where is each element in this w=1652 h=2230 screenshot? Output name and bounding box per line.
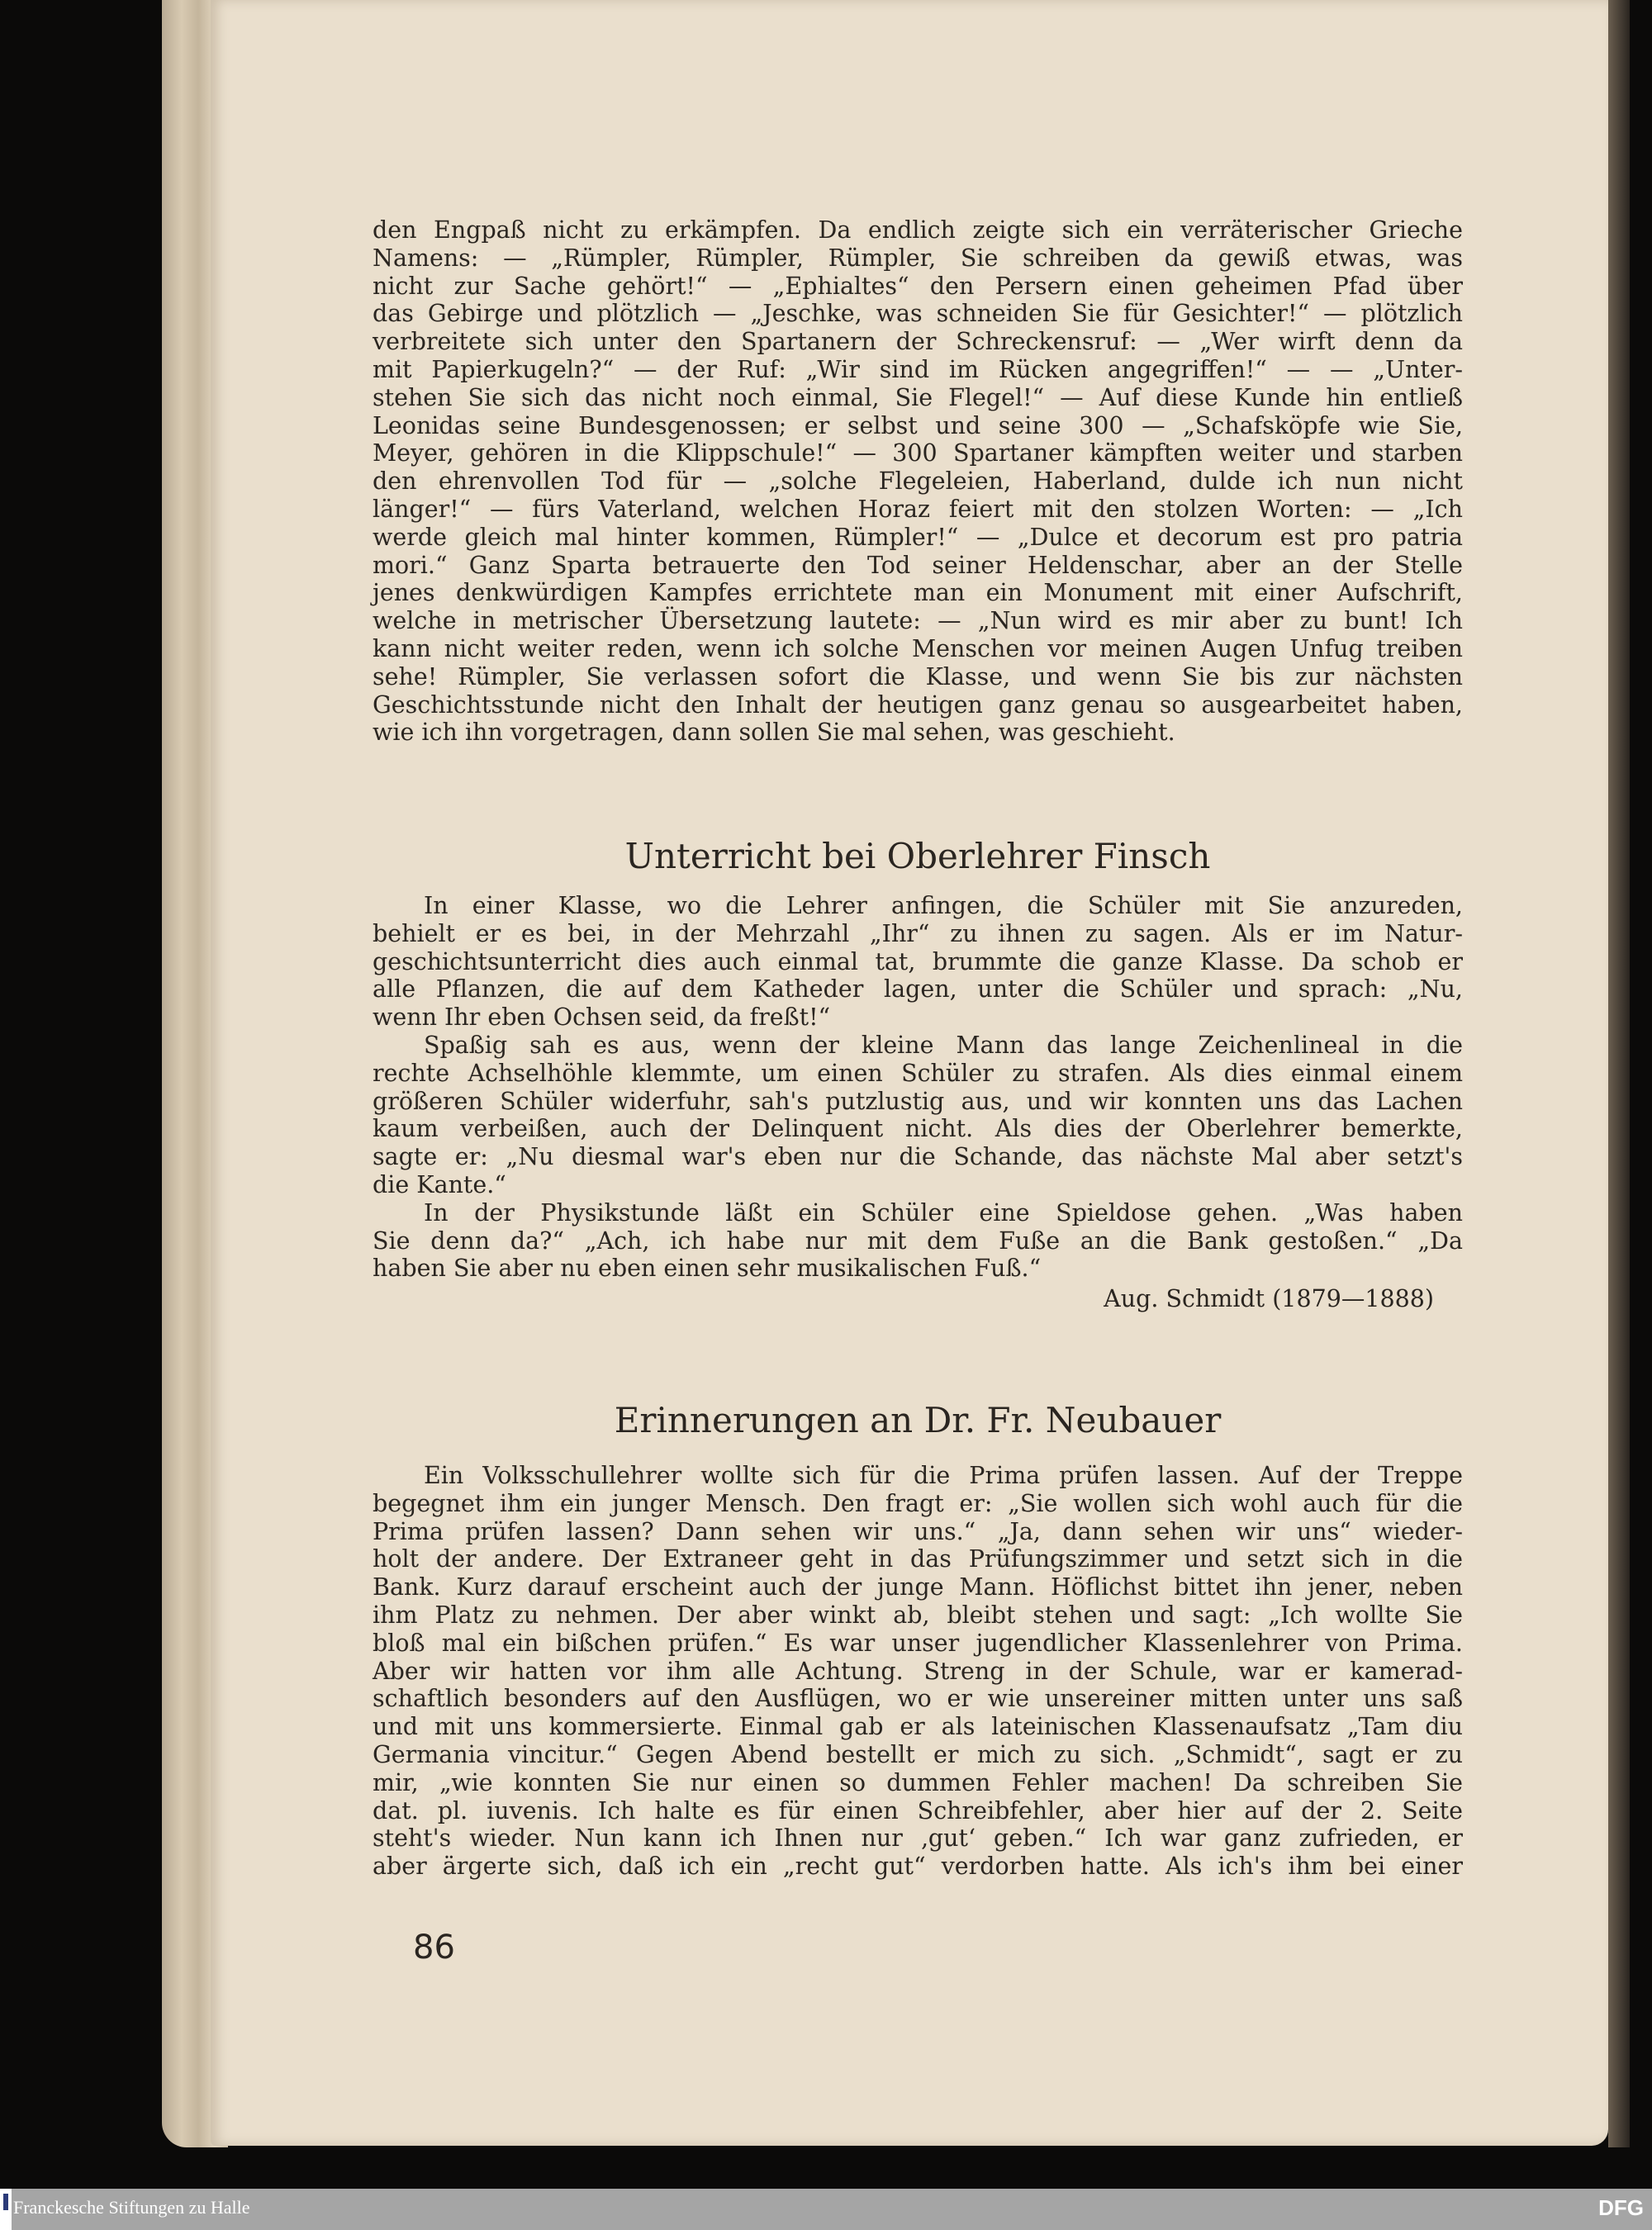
- text-line: Aber wir hatten vor ihm alle Achtung. Streng in der Schule, war er kamerad-: [373, 1657, 1463, 1685]
- page-gutter-shadow: [1608, 0, 1630, 2147]
- institution-logo-icon: [0, 2189, 12, 2230]
- text-line: schaftlich besonders auf den Ausflügen, wo er wie unsereiner mitten unter uns saß: [373, 1685, 1463, 1713]
- text-line: jenes denkwürdigen Kampfes errichtete man ein Monument mit einer Aufschrift,: [373, 579, 1463, 607]
- text-line: Ein Volksschullehrer wollte sich für die Prima prüfen lassen. Auf der Treppe: [424, 1462, 1463, 1489]
- text-line: nicht zur Sache gehört!“ — „Ephialtes“ den Persern einen geheimen Pfad über: [373, 272, 1463, 300]
- footer-bar: [0, 2189, 1652, 2230]
- text-line: den ehrenvollen Tod für — „solche Flegeleien, Haberland, dulde ich nun nicht: [373, 467, 1463, 496]
- page-number: 86: [413, 1929, 455, 1967]
- text-line: verbreitete sich unter den Spartanern der Schreckensruf: — „Wer wirft denn da: [373, 328, 1463, 356]
- section-1-text: [373, 216, 1463, 747]
- text-line: werde gleich mal hinter kommen, Rümpler!“ — „Dulce et decorum est pro patria: [373, 523, 1463, 551]
- text-line: geschichtsunterricht dies auch einmal tat, brummte die ganze Klasse. Da schob er: [373, 947, 1463, 975]
- text-line: dat. pl. iuvenis. Ich halte es für einen Schreibfehler, aber hier auf der 2. Seite: [373, 1796, 1463, 1824]
- section-2-heading: Unterricht bei Oberlehrer Finsch: [624, 836, 1211, 876]
- text-line: ihm Platz zu nehmen. Der aber winkt ab, bleibt stehen und sagt: „Ich wollte Sie: [373, 1601, 1463, 1629]
- text-line: mir, „wie konnten Sie nur einen so dummen Fehler machen! Da schreiben Sie: [373, 1768, 1463, 1796]
- text-line: länger!“ — fürs Vaterland, welchen Horaz feiert mit den stolzen Worten: — „Ich: [373, 495, 1463, 523]
- text-line: Bank. Kurz darauf erscheint auch der junge Mann. Höflichst bittet ihn jener, neben: [373, 1573, 1463, 1601]
- text-line: kaum verbeißen, auch der Delinquent nicht. Als dies der Oberlehrer bemerkte,: [373, 1115, 1463, 1143]
- text-line: kann nicht weiter reden, wenn ich solche Menschen vor meinen Augen Unfug treiben: [373, 634, 1463, 662]
- text-line: begegnet ihm ein junger Mensch. Den fragt er: „Sie wollen sich wohl auch für die: [373, 1489, 1463, 1517]
- text-line: das Gebirge und plötzlich — „Jeschke, was schneiden Sie für Gesichter!“ — plötzlich: [373, 300, 1463, 328]
- text-line: sehe! Rümpler, Sie verlassen sofort die Klasse, und wenn Sie bis zur nächsten: [373, 662, 1463, 690]
- text-line: Meyer, gehören in die Klippschule!“ — 300 Spartaner kämpften weiter und starben: [373, 439, 1463, 467]
- text-line: rechte Achselhöhle klemmte, um einen Schüler zu strafen. Als dies einmal einem: [373, 1059, 1463, 1087]
- text-line: alle Pflanzen, die auf dem Katheder lagen, unter die Schüler und sprach: „Nu,: [373, 975, 1463, 1004]
- text-line: In der Physikstunde läßt ein Schüler eine Spieldose gehen. „Was haben: [424, 1198, 1463, 1226]
- institution-name[interactable]: Franckesche Stiftungen zu Halle: [13, 2197, 250, 2218]
- text-line: aber ärgerte sich, daß ich ein „recht gut“ verdorben hatte. Als ich's ihm bei einer: [373, 1853, 1463, 1881]
- text-line: welche in metrischer Übersetzung lautete: — „Nun wird es mir aber zu bunt! Ich: [373, 607, 1463, 635]
- text-line: und mit uns kommersierte. Einmal gab er als lateinischen Klassenaufsatz „Tam diu: [373, 1713, 1463, 1741]
- dfg-logo[interactable]: DFG: [1598, 2195, 1644, 2220]
- text-line: mori.“ Ganz Sparta betrauerte den Tod seiner Heldenschar, aber an der Stelle: [373, 551, 1463, 579]
- text-line: den Engpaß nicht zu erkämpfen. Da endlich zeigte sich ein verräterischer Grieche: [373, 216, 1463, 244]
- text-line: Namens: — „Rümpler, Rümpler, Rümpler, Sie schreiben da gewiß etwas, was: [373, 244, 1463, 272]
- text-line: Spaßig sah es aus, wenn der kleine Mann das lange Zeichenlineal in die: [424, 1031, 1463, 1059]
- text-line: Geschichtsstunde nicht den Inhalt der heutigen ganz genau so ausgearbeitet haben,: [373, 690, 1463, 719]
- text-line: die Kante.“: [373, 1170, 506, 1198]
- author-signature: Aug. Schmidt (1879—1888): [1104, 1285, 1434, 1312]
- text-line: sagte er: „Nu diesmal war's eben nur die Schande, das nächste Mal aber setzt's: [373, 1143, 1463, 1171]
- text-line: mit Papierkugeln?“ — der Ruf: „Wir sind im Rücken angegriffen!“ — — „Unter-: [373, 355, 1463, 383]
- text-line: größeren Schüler widerfuhr, sah's putzlustig aus, und wir konnten uns das Lachen: [373, 1087, 1463, 1115]
- text-line: bloß mal ein bißchen prüfen.“ Es war unser jugendlicher Klassenlehrer von Prima.: [373, 1629, 1463, 1657]
- section-2-text: [373, 892, 1463, 1283]
- text-line: wenn Ihr eben Ochsen seid, da freßt!“: [373, 1004, 831, 1032]
- section-3-text: [373, 1462, 1463, 1881]
- text-line: In einer Klasse, wo die Lehrer anfingen, die Schüler mit Sie anzureden,: [424, 892, 1463, 919]
- text-line: haben Sie aber nu eben einen sehr musikalischen Fuß.“: [373, 1255, 1042, 1283]
- text-line: holt der andere. Der Extraneer geht in das Prüfungszimmer und setzt sich in die: [373, 1545, 1463, 1573]
- text-line: Germania vincitur.“ Gegen Abend bestellt er mich zu sich. „Schmidt“, sagt er zu: [373, 1740, 1463, 1768]
- text-line: steht's wieder. Nun kann ich Ihnen nur ‚gut‘ geben.“ Ich war ganz zufrieden, er: [373, 1824, 1463, 1853]
- section-3-heading: Erinnerungen an Dr. Fr. Neubauer: [614, 1400, 1222, 1440]
- text-line: Sie denn da?“ „Ach, ich habe nur mit dem Fuße an die Bank gestoßen.“ „Da: [373, 1226, 1463, 1255]
- text-line: Prima prüfen lassen? Dann sehen wir uns.“ „Ja, dann sehen wir uns“ wieder-: [373, 1517, 1463, 1545]
- text-line: stehen Sie sich das nicht noch einmal, Sie Flegel!“ — Auf diese Kunde hin entließ: [373, 383, 1463, 411]
- text-line: behielt er es bei, in der Mehrzahl „Ihr“ zu ihnen zu sagen. Als er im Natur-: [373, 919, 1463, 947]
- text-line: Leonidas seine Bundesgenossen; er selbst und seine 300 — „Schafsköpfe wie Sie,: [373, 411, 1463, 439]
- text-line: wie ich ihn vorgetragen, dann sollen Sie mal sehen, was geschieht.: [373, 719, 1175, 747]
